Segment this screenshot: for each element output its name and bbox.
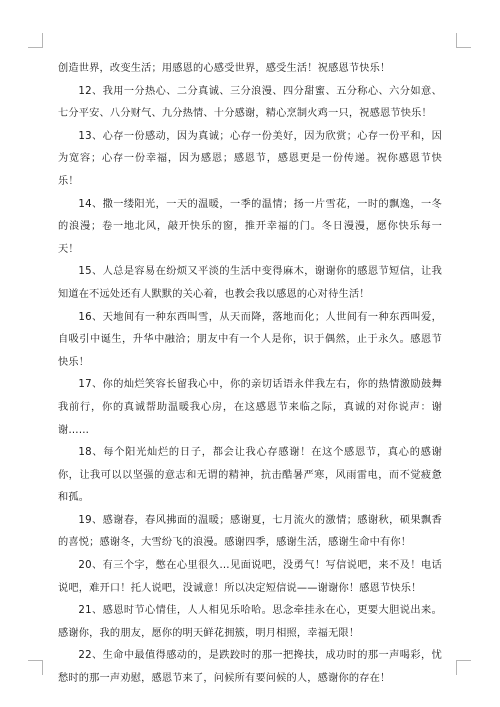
paragraph: 22、生命中最值得感动的，是跌跤时的那一把搀扶，成功时的那一声喝彩，忧愁时的那一声劝慰，感恩节来了，问候所有要问候的人，感谢你的存在！ bbox=[58, 650, 442, 685]
paragraph: 15、人总是容易在纷烦又平淡的生活中变得麻木，谢谢你的感恩节短信，让我知道在不远处还有人默默的关心着，也教会我以感恩的心对待生活！ bbox=[58, 266, 442, 300]
paragraph: 12、我用一分热心、二分真诚、三分浪漫、四分甜蜜、五分称心、六分如意、七分平安、八分财气、九分热情、十分感谢，精心烹制火鸡一只，祝感恩节快乐！ bbox=[58, 85, 442, 120]
paragraph: 19、感谢春，春风拂面的温暖；感谢夏，七月流火的激情；感谢秋，硕果飘香的喜悦；感谢冬，大雪纷飞的浪漫。感谢四季，感谢生活，感谢生命中有你！ bbox=[58, 514, 442, 549]
paragraph: 创造世界，改变生活；用感恩的心感受世界，感受生活！祝感恩节快乐！ bbox=[58, 63, 391, 74]
paragraph: 18、每个阳光灿烂的日子，都会让我心存感谢！在这个感恩节，真心的感谢你，让我可以以坚强的意志和无谓的精神，抗击酷暑严寒，风雨雷电，而不觉疲惫和孤。 bbox=[58, 447, 442, 504]
paragraph: 17、你的灿烂笑容长留我心中，你的亲切话语永伴我左右，你的热情激励鼓舞我前行，你的真诚帮助温暖我心房，在这感恩节来临之际，真诚的对你说声：谢谢…… bbox=[58, 379, 442, 436]
paragraph: 13、心存一份感动，因为真诚；心存一份美好，因为欣赏；心存一份平和，因为宽容；心存一份幸福，因为感恩；感恩节，感恩更是一份传递。祝你感恩节快乐！ bbox=[58, 130, 442, 187]
document-body bbox=[58, 58, 442, 691]
crop-mark-top-left bbox=[28, 33, 43, 48]
paragraph: 14、撒一缕阳光，一天的温暖，一季的温情；扬一片雪花，一时的飘逸，一冬的浪漫；卷一地北风，敲开快乐的窗，推开幸福的门。冬日漫漫，愿你快乐每一天！ bbox=[58, 198, 442, 255]
crop-mark-bottom-right bbox=[456, 660, 471, 675]
paragraph: 20、有三个字，憋在心里很久…见面说吧，没勇气！写信说吧，来不及！电话说吧，难开口！托人说吧，没诚意！所以决定短信说——谢谢你！感恩节快乐！ bbox=[58, 560, 442, 594]
crop-mark-top-right bbox=[456, 33, 471, 48]
crop-mark-bottom-left bbox=[28, 660, 43, 675]
paragraph: 21、感恩时节心情佳，人人相见乐哈哈。思念牵挂永在心，更要大胆说出来。感谢你，我的朋友，愿你的明天鲜花拥簇，明月相照，幸福无限！ bbox=[58, 605, 442, 639]
paragraph: 16、天地间有一种东西叫雪，从天而降，落地而化；人世间有一种东西叫爱，自吸引中诞生，升华中融洽；朋友中有一个人是你，识于偶然，止于永久。感恩节快乐！ bbox=[58, 311, 442, 368]
